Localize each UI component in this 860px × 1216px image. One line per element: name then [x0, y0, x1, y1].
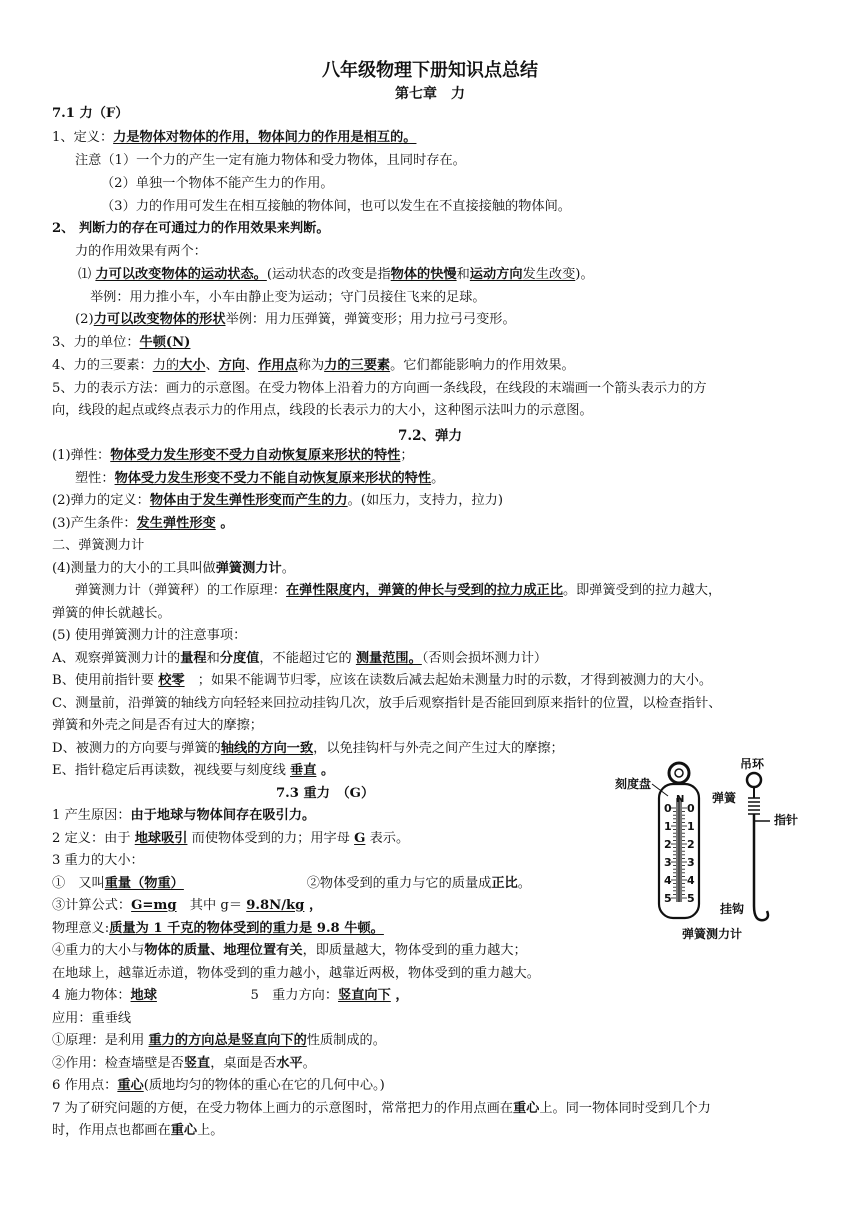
section-heading-7-1: 7.1 力（F）	[52, 106, 129, 121]
spring-scale-figure	[612, 758, 817, 943]
s71-line-4: （3）力的作用可发生在相互接触的物体间，也可以发生在不直接接触的物体间。	[101, 199, 571, 214]
dial-numeral-left: 4	[664, 874, 672, 887]
s73-line-11: ①原理：是利用 重力的方向总是竖直向下的性质制成的。	[52, 1033, 386, 1048]
s72-line-12: C、测量前，沿弹簧的轴线方向轻轻来回拉动挂钩几次，放手后观察指针是否能回到原来指针的位置，以检查指针、	[52, 696, 722, 711]
dial-numeral-right: 2	[687, 838, 695, 851]
chapter-heading: 第七章 力	[395, 86, 465, 102]
s72-line-4: (3)产生条件：发生弹性形变 。	[52, 516, 234, 531]
dial-numeral-right: 1	[687, 820, 695, 833]
s73-line-6: 物理意义:质量为 1 千克的物体受到的重力是 9.8 牛顿。	[52, 921, 384, 936]
s72-line-9: (5) 使用弹簧测力计的注意事项：	[52, 628, 247, 643]
s73-line-15: 时，作用点也都画在重心上。	[52, 1123, 224, 1138]
s73-line-8: 在地球上，越靠近赤道，物体受到的重力越小，越靠近两极，物体受到的重力越大。	[52, 966, 540, 981]
s73-line-14: 7 为了研究问题的方便，在受力物体上画力的示意图时，常常把力的作用点画在重心上。同一物体同时受到几个力	[52, 1101, 711, 1116]
s71-line-5: 2、 判断力的存在可通过力的作用效果来判断。	[52, 221, 330, 236]
s72-line-11: B、使用前指针要 校零 ；如果不能调节归零，应该在读数后减去起始未测量力时的示数，才得到被测力的大小。	[52, 673, 713, 688]
s71-line-3: （2）单独一个物体不能产生力的作用。	[101, 176, 334, 191]
s73-line-1: 1 产生原因：由于地球与物体间存在吸引力。	[52, 808, 316, 823]
s72-line-6: (4)测量力的大小的工具叫做弹簧测力计。	[52, 561, 295, 576]
s72-line-14: D、被测力的方向要与弹簧的轴线的方向一致，以免挂钩杆与外壳之间产生过大的摩擦；	[52, 741, 564, 756]
section-heading-7-3: 7.3 重力 （G）	[276, 786, 375, 801]
s71-line-9: (2)力可以改变物体的形状举例：用力压弹簧，弹簧变形；用力拉弓弓变形。	[75, 312, 516, 327]
s73-line-5: ③计算公式：G=mg 其中 g＝ 9.8N/kg ，	[52, 898, 323, 913]
s71-line-11: 4、力的三要素：力的大小、方向、作用点称为力的三要素。它们都能影响力的作用效果。	[52, 358, 575, 373]
s73-line-3: 3 重力的大小：	[52, 853, 144, 868]
dial-numeral-left: 1	[664, 820, 672, 833]
dial-numeral-right: 0	[687, 802, 695, 815]
s72-line-5: 二、弹簧测力计	[52, 538, 145, 553]
s72-line-1: (1)弹性：物体受力发生形变不受力自动恢复原来形状的特性；	[52, 448, 414, 463]
s73-line-2: 2 定义：由于 地球吸引 而使物体受到的力；用字母 G 表示。	[52, 831, 410, 846]
s73-line-10: 应用：重垂线	[52, 1011, 132, 1026]
dial-numeral-left: 5	[664, 892, 672, 905]
spring-and-hook	[747, 773, 770, 920]
s71-line-12: 5、力的表示方法：画力的示意图。在受力物体上沿着力的方向画一条线段，在线段的末端画一个箭头表示力的方	[52, 381, 707, 396]
label-spring: 弹簧	[712, 791, 737, 805]
page-title: 八年级物理下册知识点总结	[322, 60, 538, 81]
s73-line-9: 4 施力物体：地球 5 重力方向：竖直向下 ，	[52, 988, 409, 1003]
s72-line-2: 塑性：物体受力发生形变不受力不能自动恢复原来形状的特性。	[75, 471, 445, 486]
s72-line-13: 弹簧和外壳之间是否有过大的摩擦；	[52, 718, 263, 733]
label-ring: 吊环	[740, 758, 765, 771]
label-pointer: 指针	[774, 813, 799, 827]
figure-caption: 弹簧测力计	[682, 927, 743, 941]
s71-line-1: 1、定义：力是物体对物体的作用，物体间力的作用是相互的。	[52, 130, 417, 145]
section-heading-7-2: 7.2、弹力	[398, 428, 462, 444]
dial-numeral-left: 3	[664, 856, 672, 869]
s71-line-10: 3、力的单位：牛顿(N)	[52, 335, 191, 350]
s73-line-13: 6 作用点：重心(质地均匀的物体的重心在它的几何中心。)	[52, 1078, 385, 1093]
s73-line-7: ④重力的大小与物体的质量、地理位置有关，即质量越大，物体受到的重力越大；	[52, 943, 527, 958]
s73-line-12: ②作用：检查墙壁是否竖直，桌面是否水平。	[52, 1056, 316, 1071]
label-dial: 刻度盘	[615, 777, 652, 791]
label-hook: 挂钩	[720, 902, 745, 916]
s71-line-13: 向，线段的起点或终点表示力的作用点，线段的长表示力的大小，这种图示法叫力的示意图。	[52, 403, 593, 418]
s73-line-4: ① 又叫重量（物重） ②物体受到的重力与它的质量成正比。	[52, 876, 531, 891]
dial-numeral-right: 5	[687, 892, 695, 905]
s71-line-8: 举例：用力推小车，小车由静止变为运动；守门员接住飞来的足球。	[90, 290, 486, 305]
dial-numeral-right: 3	[687, 856, 695, 869]
s71-line-7: ⑴ 力可以改变物体的运动状态。(运动状态的改变是指物体的快慢和运动方向发生改变)。	[78, 267, 594, 282]
s71-line-2: 注意（1）一个力的产生一定有施力物体和受力物体，且同时存在。	[75, 153, 466, 168]
s71-line-6: 力的作用效果有两个：	[75, 244, 207, 259]
s72-line-15: E、指针稳定后再读数，视线要与刻度线 垂直 。	[52, 763, 335, 778]
s72-line-10: A、观察弹簧测力计的量程和分度值，不能超过它的 测量范围。（否则会损坏测力计）	[52, 651, 548, 666]
dial-numeral-right: 4	[687, 874, 695, 887]
unit-label: N	[676, 794, 685, 805]
s72-line-7: 弹簧测力计（弹簧秤）的工作原理：在弹性限度内，弹簧的伸长与受到的拉力成正比。即弹簧受到的拉力越大，	[75, 583, 722, 598]
s72-line-8: 弹簧的伸长就越长。	[52, 606, 171, 621]
s72-line-3: (2)弹力的定义：物体由于发生弹性形变而产生的力。(如压力，支持力，拉力)	[52, 493, 503, 508]
dial-numeral-left: 0	[664, 802, 672, 815]
dial-numeral-left: 2	[664, 838, 672, 851]
